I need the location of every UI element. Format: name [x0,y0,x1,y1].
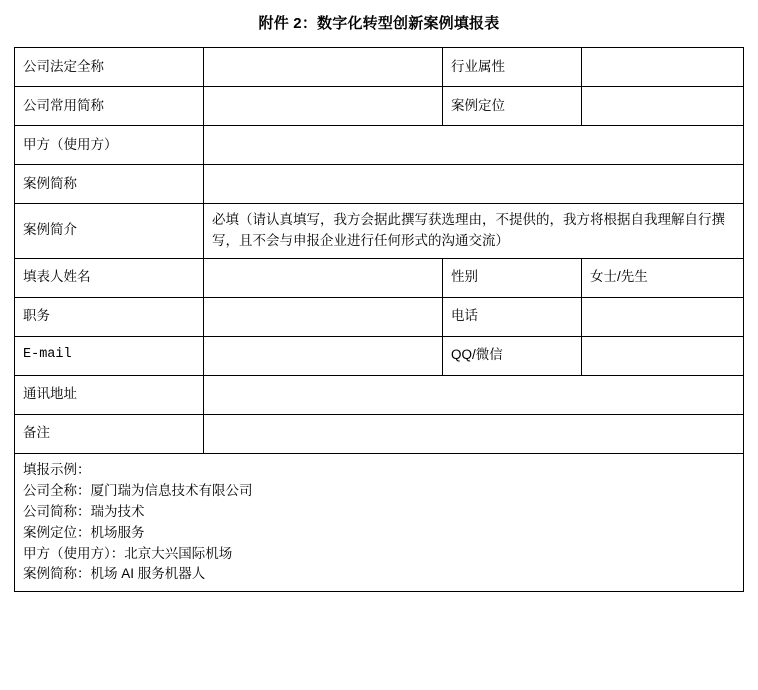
example-line-party-a: 甲方（使用方）：北京大兴国际机场 [23,545,233,561]
label-position: 职务 [15,297,204,336]
field-company-short-name[interactable] [204,87,443,126]
label-industry-attribute: 行业属性 [443,48,582,87]
label-company-short-name: 公司常用简称 [15,87,204,126]
label-phone: 电话 [443,297,582,336]
example-line-company-full-name: 公司全称：厦门瑞为信息技术有限公司 [23,482,253,498]
table-row [15,297,744,336]
example-heading: 填报示例： [23,461,91,477]
field-position[interactable] [204,297,443,336]
field-address[interactable] [204,375,744,414]
example-block [15,453,744,592]
field-case-intro[interactable]: 必填（请认真填写，我方会据此撰写获选理由，不提供的，我方将根据自我理解自行撰写，且不会与申报企业进行任何形式的沟通交流） [204,204,744,259]
field-case-short-name[interactable] [204,165,744,204]
table-row [15,87,744,126]
label-gender: 性别 [443,258,582,297]
label-party-a: 甲方（使用方） [15,126,204,165]
label-case-short-name: 案例简称 [15,165,204,204]
table-row [15,375,744,414]
field-email[interactable] [204,336,443,375]
field-company-full-name[interactable] [204,48,443,87]
example-line-company-short-name: 公司简称：瑞为技术 [23,503,145,519]
table-row [15,258,744,297]
document-page [0,12,758,592]
table-row [15,204,744,259]
example-line-case-positioning: 案例定位：机场服务 [23,524,145,540]
label-email: E-mail [15,336,204,375]
table-row [15,453,744,592]
label-remark: 备注 [15,414,204,453]
case-report-form-table [14,47,744,592]
field-remark[interactable] [204,414,744,453]
label-filler-name: 填表人姓名 [15,258,204,297]
label-case-intro: 案例简介 [15,204,204,259]
page-title: 附件 2：数字化转型创新案例填报表 [258,15,500,32]
label-company-full-name: 公司法定全称 [15,48,204,87]
field-case-positioning[interactable] [582,87,744,126]
table-row [15,165,744,204]
table-row [15,48,744,87]
table-row [15,126,744,165]
field-industry-attribute[interactable] [582,48,744,87]
example-line-case-short-name: 案例简称：机场 AI 服务机器人 [23,566,206,582]
table-row [15,336,744,375]
label-qq-wechat: QQ/微信 [443,336,582,375]
label-address: 通讯地址 [15,375,204,414]
field-qq-wechat[interactable] [582,336,744,375]
field-filler-name[interactable] [204,258,443,297]
label-case-positioning: 案例定位 [443,87,582,126]
field-party-a[interactable] [204,126,744,165]
field-gender[interactable]: 女士/先生 [582,258,744,297]
table-row [15,414,744,453]
field-phone[interactable] [582,297,744,336]
